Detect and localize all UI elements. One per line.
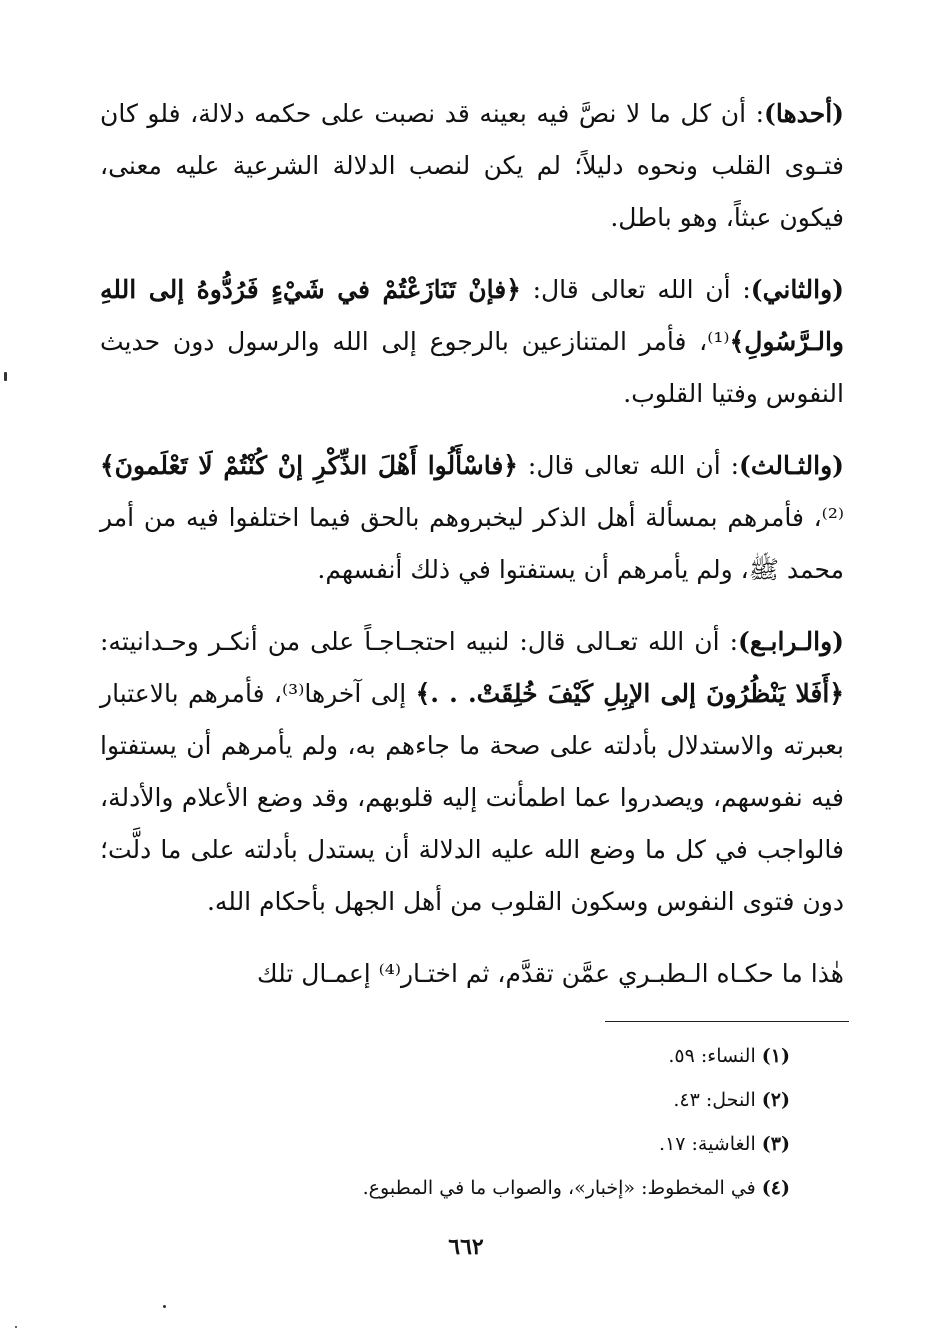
paragraph-text: إلى آخرها⁽³⁾، فأمرهم بالاعتبار بعبرته والاستدلال بأدلته على صحة ما جاءهم به، ولم يأمرهم أن يستفتوا فيه نفوسهم، ويصدروا عما اطمأنت إليه قلوبهم، وقد وضع الأعلام والأدلة، فالواجب في كل ما وضع الله عليه الدلالة أن يستدل بأدلته على ما دلَّت؛ دون فتوى النفوس وسكون القلوب من أهل الجهل بأحكام الله. [100, 679, 844, 916]
footnote-number: (٢) [761, 1089, 790, 1111]
footnote-divider [605, 1021, 849, 1022]
paragraph-continuation: هٰذا ما حكـاه الـطبـري عمَّن تقدَّم، ثم اختـار⁽⁴⁾ إعمـال تلك [257, 959, 844, 988]
paragraph-heading: (والثـالث) [739, 451, 844, 480]
scan-speck [15, 1326, 17, 1328]
scan-speck [163, 1305, 166, 1308]
footnotes [100, 1034, 790, 1210]
paragraph-first [100, 88, 844, 244]
footnote-text: النحل: ٤٣. [673, 1089, 762, 1111]
quran-verse: ﴿أَفَلا يَنْظُرُونَ إلى الإبِلِ كَيْفَ خُلِقَتْ. . .﴾ [415, 679, 844, 708]
footnote [100, 1034, 790, 1078]
footnote-number: (٤) [761, 1177, 790, 1199]
paragraph-second [100, 264, 844, 420]
paragraph-text: : أن الله تعالى قال: [517, 451, 740, 480]
quran-verse: ﴿فاسْأَلُوا أَهْلَ الذِّكْرِ إنْ كُنْتُمْ لَا تَعْلَمونَ﴾ [100, 451, 518, 480]
quran-verse: ﴿فإنْ تَنَازَعْتُمْ في شَيْءٍ فَرُدُّوهُ إلى اللهِ والـرَّسُولِ﴾ [100, 275, 844, 356]
paragraph-text: ⁽¹⁾، فأمر المتنازعين بالرجوع إلى الله والرسول دون حديث النفوس وفتيا القلوب. [100, 327, 844, 408]
paragraph-text: ⁽²⁾، فأمرهم بمسألة أهل الذكر ليخبروهم بالحق فيما اختلفوا فيه من أمر محمد ﷺ، ولم يأمرهم أن يستفتوا في ذلك أنفسهم. [100, 503, 844, 584]
footnote-number: (٣) [761, 1133, 790, 1155]
footnote-text: الغاشية: ١٧. [658, 1133, 762, 1155]
paragraph-text: : أن الله تعالى قال: [520, 275, 751, 304]
paragraph-text: : أن كل ما لا نصَّ فيه بعينه قد نصبت على حكمه دلالة، فلو كان فتـوى القلب ونحوه دليلاً؛ لم يكن لنصب الدلالة الشرعية عليه معنى، فيكون عبثاً، وهو باطل. [100, 99, 844, 232]
page-number: ٦٦٢ [448, 1234, 484, 1260]
main-text [100, 88, 844, 1020]
footnote [100, 1078, 790, 1122]
paragraph-text: : أن الله تعـالى قال: لنبيه احتجـاجـاً على من أنكـر وحـدانيته: [100, 627, 739, 656]
paragraph-heading: (والـرابـع) [738, 627, 844, 656]
footnote-number: (١) [761, 1045, 790, 1067]
paragraph-third [100, 440, 844, 596]
paragraph-heading: (والثاني) [750, 275, 845, 304]
scan-speck [4, 372, 7, 381]
footnote-text: في المخطوط: «إخبار»، والصواب ما في المطبوع. [362, 1177, 762, 1199]
paragraph-heading: (أحدها) [764, 99, 844, 128]
footnote [100, 1166, 790, 1210]
paragraph-fourth [100, 616, 844, 928]
footnote-text: النساء: ٥٩. [668, 1045, 762, 1067]
footnote [100, 1122, 790, 1166]
